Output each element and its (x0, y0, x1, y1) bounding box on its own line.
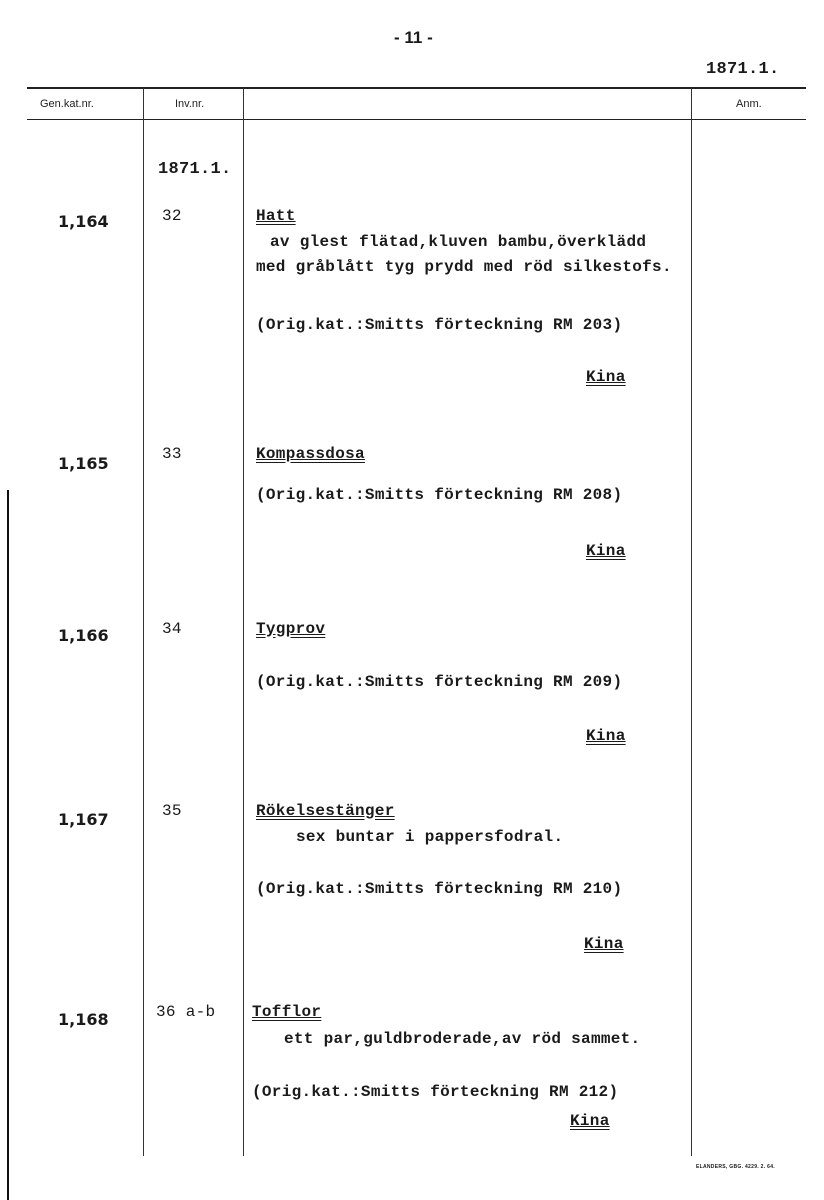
entry-line: med gråblått tyg prydd med röd silkestofs. (256, 258, 672, 276)
column-divider (243, 88, 244, 1156)
entry-line: sex buntar i pappersfodral. (296, 828, 564, 846)
header-gen-kat-nr: Gen.kat.nr. (40, 98, 94, 110)
printer-mark: ELANDERS, GBG. 4229. 2. 64. (696, 1164, 775, 1170)
orig-kat: (Orig.kat.:Smitts förteckning RM 212) (252, 1083, 619, 1101)
column-divider (691, 88, 692, 1156)
entry-title: Rökelsestänger (256, 802, 395, 820)
inv-nr: 33 (162, 445, 182, 463)
orig-kat: (Orig.kat.:Smitts förteckning RM 209) (256, 673, 623, 691)
orig-kat: (Orig.kat.:Smitts förteckning RM 203) (256, 316, 623, 334)
origin: Kina (586, 542, 626, 560)
series-code: 1871.1. (706, 60, 780, 79)
orig-kat: (Orig.kat.:Smitts förteckning RM 208) (256, 486, 623, 504)
gen-kat-nr: 1,164 (58, 212, 109, 231)
entry-title: Tygprov (256, 620, 326, 638)
entry-title: Hatt (256, 207, 296, 225)
entry-line: av glest flätad,kluven bambu,överklädd (270, 233, 647, 251)
gen-kat-nr: 1,165 (58, 454, 109, 473)
gen-kat-nr: 1,168 (58, 1010, 109, 1029)
header-anm: Anm. (736, 98, 762, 110)
inv-nr: 34 (162, 620, 182, 638)
inv-series-label: 1871.1. (158, 160, 232, 179)
inv-nr: 32 (162, 207, 182, 225)
inv-nr: 35 (162, 802, 182, 820)
entry-line: ett par,guldbroderade,av röd sammet. (284, 1030, 641, 1048)
page-number: - 11 - (394, 28, 433, 47)
gen-kat-nr: 1,166 (58, 626, 109, 645)
inv-nr: 36 a-b (156, 1003, 216, 1021)
origin: Kina (586, 727, 626, 745)
origin: Kina (584, 935, 624, 953)
column-divider (143, 88, 144, 1156)
page-edge-line (7, 490, 9, 1200)
header-inv-nr: Inv.nr. (175, 98, 205, 110)
origin: Kina (570, 1112, 610, 1130)
entry-title: Tofflor (252, 1003, 322, 1021)
orig-kat: (Orig.kat.:Smitts förteckning RM 210) (256, 880, 623, 898)
origin: Kina (586, 368, 626, 386)
entry-title: Kompassdosa (256, 445, 365, 463)
gen-kat-nr: 1,167 (58, 810, 109, 829)
